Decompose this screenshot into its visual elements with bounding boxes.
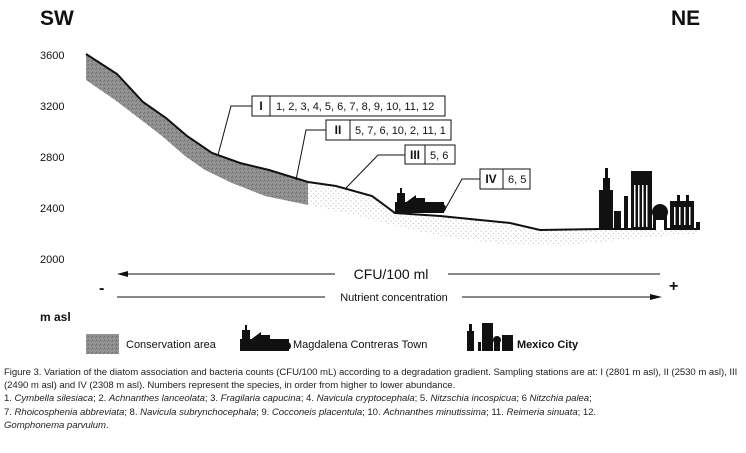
station-species: 5, 6 [430, 150, 449, 162]
nutrient-label: Nutrient concentration [340, 292, 448, 304]
y-axis-unit: m asl [40, 310, 71, 324]
y-tick-label: 2000 [40, 254, 65, 266]
station-id: II [334, 123, 342, 137]
species-name: Reimeria sinuata [506, 406, 578, 418]
species-sep: ; [589, 393, 592, 405]
station-callout [346, 145, 455, 188]
species-name: Achnanthes minutissima [383, 406, 487, 418]
y-tick-label: 2800 [40, 152, 65, 164]
species-sep: ; [256, 406, 259, 418]
species-num: 3. [210, 393, 219, 405]
station-species: 5, 7, 6, 10, 2, 11, 1 [355, 125, 446, 137]
gradient-arrows [99, 266, 678, 304]
species-name: Cocconeis placentula [271, 406, 363, 418]
cfu-label: CFU/100 ml [353, 266, 429, 282]
minus-sign: - [99, 280, 105, 297]
station-id: III [409, 148, 421, 162]
species-sep: ; [486, 406, 489, 418]
station-id: I [259, 99, 263, 113]
species-sep: ; [414, 393, 418, 405]
species-num: 1. [4, 393, 12, 405]
caption-intro: Figure 3. Variation of the diatom association and bacteria counts (CFU/100 mL) according to a degradation gradient. Sampling stations are at: I (2801 m asl), II (2530 m asl), III (2490 m asl) and IV (2308 m asl). Numbers represent the species, in order from higher to lower abundance. [4, 367, 738, 392]
legend-label-town: Magdalena Contreras Town [293, 339, 428, 351]
species-name: Nitzchia palea [529, 393, 590, 405]
species-num: 9. [261, 406, 270, 418]
species-sep: ; [300, 393, 304, 405]
y-tick-label: 3600 [40, 50, 65, 62]
species-sep: . [105, 419, 109, 431]
species-num: 7. [4, 406, 12, 418]
station-id: IV [485, 172, 497, 186]
species-num: 11. [491, 406, 504, 418]
species-sep: ; [124, 406, 127, 418]
arrow-right-icon [650, 294, 662, 300]
station-species: 1, 2, 3, 4, 5, 6, 7, 8, 9, 10, 11, 12 [276, 101, 435, 113]
species-num: 4. [306, 393, 314, 405]
species-num: 5. [419, 393, 428, 405]
legend [86, 323, 579, 354]
legend-label-city: Mexico City [517, 339, 579, 351]
species-name: Cymbella silesiaca [14, 393, 94, 405]
plus-sign: + [669, 278, 679, 295]
species-name: Rhoicosphenia abbreviata [14, 406, 125, 418]
species-num: 8. [129, 406, 138, 418]
y-tick-label: 3200 [40, 101, 65, 113]
station-species: 6, 5 [508, 174, 527, 186]
species-num: 2. [98, 393, 107, 405]
direction-ne: NE [671, 7, 701, 30]
legend-swatch-conservation [86, 334, 119, 354]
town-icon [240, 325, 291, 351]
species-sep: ; [516, 393, 519, 405]
species-name: Achnanthes lanceolata [108, 393, 205, 405]
species-sep: ; [204, 393, 208, 405]
species-name: Nitzschia incospicua [430, 393, 517, 405]
city-icon [467, 323, 513, 351]
species-num: 10. [367, 406, 381, 418]
y-tick-label: 2400 [40, 203, 65, 215]
species-sep: ; [93, 393, 96, 405]
figure-caption [4, 366, 744, 432]
species-name: Fragilaria capucina [220, 393, 301, 405]
species-sep: ; [362, 406, 365, 418]
legend-label-conservation: Conservation area [126, 339, 216, 351]
species-sep: ; 12. [577, 406, 597, 418]
species-name: Navicula cryptocephala [316, 393, 415, 405]
species-name: Gomphonema parvulum [4, 419, 106, 431]
species-num: 6 [521, 393, 527, 405]
town-silhouette [395, 188, 446, 213]
y-axis [40, 50, 71, 324]
direction-sw: SW [40, 7, 74, 30]
station-callout [443, 169, 530, 213]
arrow-left-icon [117, 271, 128, 277]
species-name: Navicula subrynchocephala [140, 406, 257, 418]
